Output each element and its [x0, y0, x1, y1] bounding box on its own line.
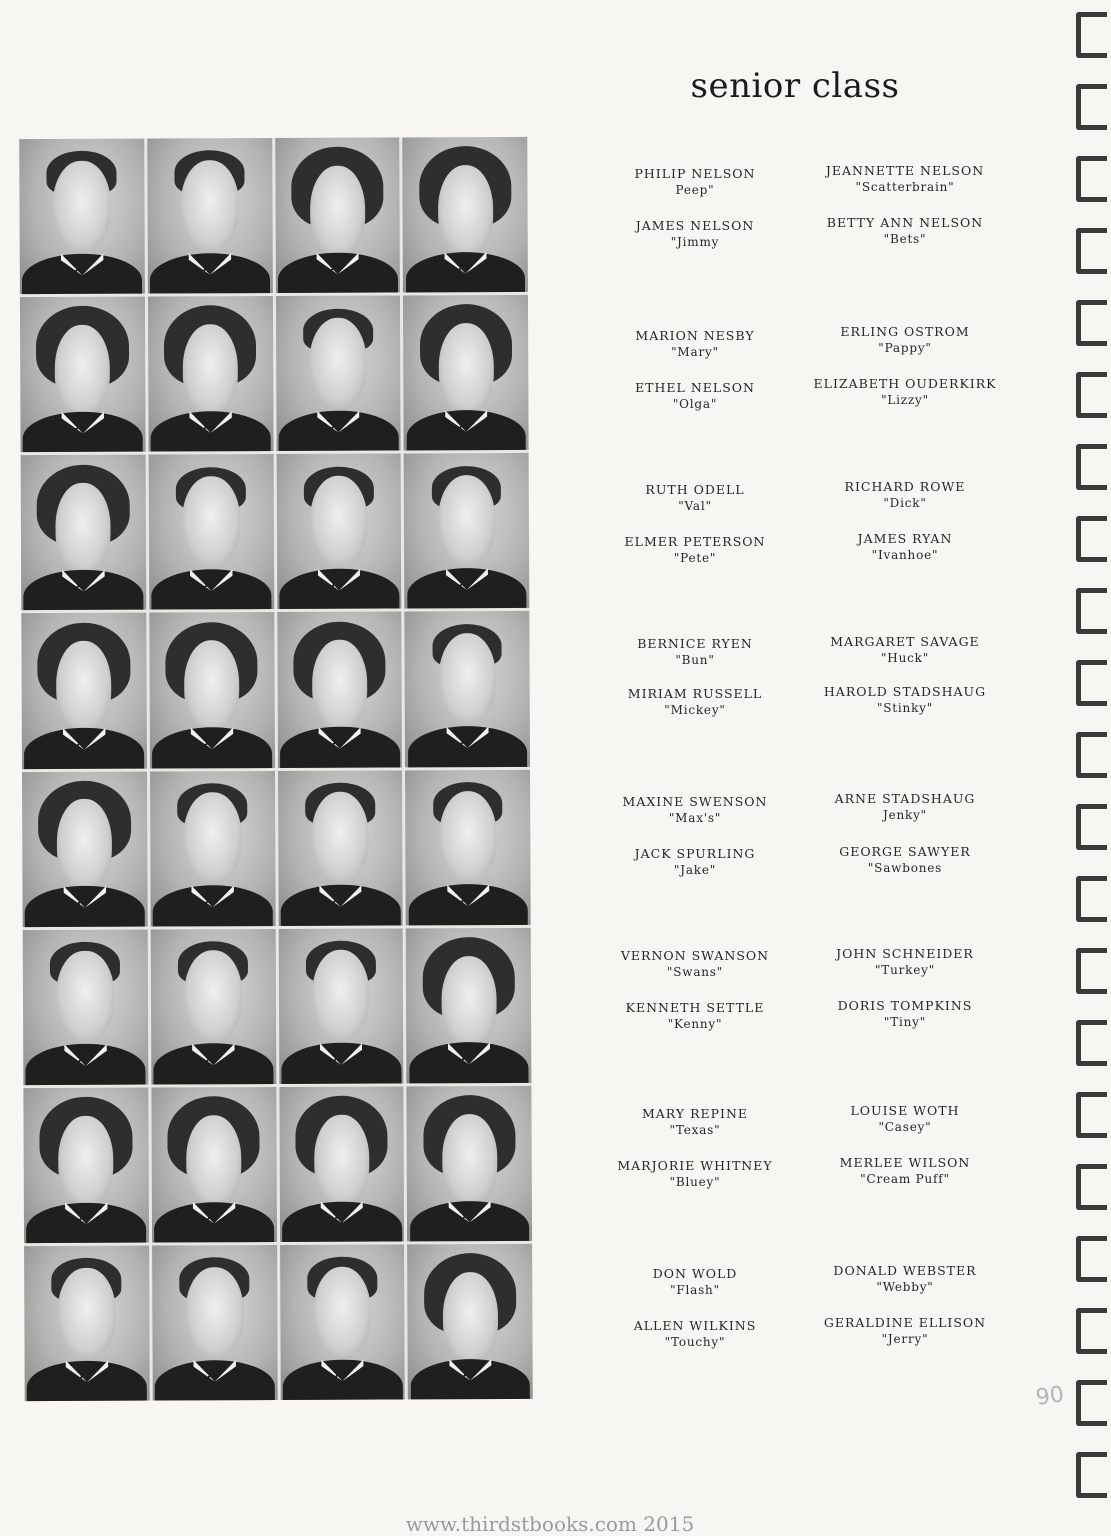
binding-ring	[1076, 660, 1107, 706]
student-name: MAXINE SWENSON	[622, 794, 768, 809]
student-nickname: "Swans"	[666, 965, 724, 979]
binding-ring	[1076, 804, 1107, 850]
student-entry	[600, 1106, 790, 1138]
student-name: MERLEE WILSON	[839, 1155, 971, 1170]
student-portrait	[405, 611, 530, 767]
student-entry	[810, 634, 1000, 666]
student-portrait	[24, 1245, 149, 1401]
student-entry	[810, 1103, 1000, 1135]
student-nickname: "Mickey"	[664, 703, 726, 717]
student-name: DORIS TOMPKINS	[837, 998, 973, 1013]
student-portrait	[21, 455, 146, 611]
student-nickname: Peep"	[675, 183, 715, 197]
student-name: GEORGE SAWYER	[839, 844, 971, 859]
student-entry	[600, 948, 790, 980]
student-name: DON WOLD	[652, 1266, 738, 1281]
binding-ring	[1076, 228, 1107, 274]
student-entry	[810, 791, 1000, 823]
student-portrait	[407, 1086, 532, 1242]
student-name: ELMER PETERSON	[624, 534, 766, 549]
student-name: DONALD WEBSTER	[833, 1263, 977, 1278]
student-name: MIRIAM RUSSELL	[627, 686, 763, 701]
student-name: VERNON SWANSON	[620, 948, 770, 963]
student-name: ALLEN WILKINS	[633, 1318, 757, 1333]
student-name: PHILIP NELSON	[634, 166, 756, 181]
binding-ring	[1076, 12, 1107, 58]
student-portrait	[151, 1087, 276, 1243]
student-portrait	[148, 454, 273, 610]
student-name: JEANNETTE NELSON	[825, 163, 985, 178]
student-name: ETHEL NELSON	[635, 380, 755, 395]
student-entry	[600, 328, 790, 360]
student-entry	[810, 376, 1000, 408]
student-entry	[810, 479, 1000, 511]
student-nickname: "Jake"	[673, 863, 717, 877]
student-nickname: "Ivanhoe"	[871, 548, 939, 562]
student-nickname: "Val"	[678, 499, 712, 513]
binding-ring	[1076, 372, 1107, 418]
student-entry	[600, 846, 790, 878]
student-nickname: "Bluey"	[669, 1175, 721, 1189]
binding-ring	[1076, 84, 1107, 130]
student-nickname: "Kenny"	[667, 1017, 723, 1031]
binding-ring	[1076, 1236, 1107, 1282]
student-portrait	[20, 297, 145, 453]
student-portrait	[21, 613, 146, 769]
student-name: JAMES RYAN	[857, 531, 953, 546]
student-portrait	[23, 1087, 148, 1243]
student-entry	[600, 686, 790, 718]
student-name: ARNE STADSHAUG	[834, 791, 976, 806]
student-nickname: "Pete"	[673, 551, 717, 565]
student-nickname: "Flash"	[670, 1283, 720, 1297]
student-nickname: "Mary"	[671, 345, 719, 359]
student-name: KENNETH SETTLE	[625, 1000, 765, 1015]
student-nickname: Jenky"	[882, 808, 927, 822]
name-group	[600, 946, 1020, 1066]
student-entry	[810, 946, 1000, 978]
name-group	[600, 160, 1020, 280]
student-portrait	[147, 138, 272, 294]
binding-ring	[1076, 948, 1107, 994]
student-name: JACK SPURLING	[634, 846, 756, 861]
name-group	[600, 630, 1020, 750]
student-entry	[810, 684, 1000, 716]
student-portrait	[405, 769, 530, 925]
student-entry	[600, 534, 790, 566]
student-entry	[810, 844, 1000, 876]
student-entry	[600, 218, 790, 250]
spiral-binding	[1077, 0, 1111, 1536]
student-entry	[600, 794, 790, 826]
student-nickname: "Webby"	[876, 1280, 934, 1294]
binding-ring	[1076, 1092, 1107, 1138]
student-entry	[600, 1158, 790, 1190]
student-portrait	[150, 771, 275, 927]
student-entry	[810, 163, 1000, 195]
name-group	[600, 790, 1020, 910]
student-nickname: "Bun"	[675, 653, 715, 667]
student-entry	[810, 998, 1000, 1030]
student-portrait	[406, 928, 531, 1084]
student-name: ELIZABETH OUDERKIRK	[813, 376, 997, 391]
binding-ring	[1076, 1452, 1107, 1498]
student-nickname: "Touchy"	[664, 1335, 726, 1349]
student-nickname: "Max's"	[668, 811, 722, 825]
student-entry	[810, 1155, 1000, 1187]
student-nickname: "Olga"	[672, 397, 718, 411]
student-entry	[600, 636, 790, 668]
student-name: HAROLD STADSHAUG	[823, 684, 987, 699]
student-name: GERALDINE ELLISON	[823, 1315, 987, 1330]
student-portrait	[279, 1086, 404, 1242]
binding-ring	[1076, 444, 1107, 490]
student-entry	[810, 215, 1000, 247]
student-portrait	[149, 612, 274, 768]
student-nickname: "Lizzy"	[881, 393, 929, 407]
binding-ring	[1076, 1164, 1107, 1210]
page-title: senior class	[690, 66, 900, 106]
student-portrait	[275, 296, 400, 452]
student-nickname: "Sawbones	[867, 861, 943, 875]
student-portrait	[402, 137, 527, 293]
student-name: MARGARET SAVAGE	[830, 634, 980, 649]
student-entry	[600, 380, 790, 412]
student-portrait	[22, 771, 147, 927]
student-name: BERNICE RYEN	[637, 636, 753, 651]
student-nickname: "Stinky"	[876, 701, 934, 715]
binding-ring	[1076, 1020, 1107, 1066]
binding-ring	[1076, 156, 1107, 202]
student-nickname: "Jerry"	[881, 1332, 929, 1346]
student-entry	[810, 324, 1000, 356]
binding-ring	[1076, 1308, 1107, 1354]
student-portrait	[277, 612, 402, 768]
portrait-grid	[19, 137, 533, 1401]
student-entry	[810, 1315, 1000, 1347]
student-entry	[600, 1318, 790, 1350]
student-nickname: "Jimmy	[670, 235, 720, 249]
student-nickname: "Pappy"	[878, 341, 932, 355]
student-name: RUTH ODELL	[645, 482, 745, 497]
student-name: MARJORIE WHITNEY	[617, 1158, 773, 1173]
student-entry	[600, 482, 790, 514]
student-name: ERLING OSTROM	[840, 324, 970, 339]
student-name: JAMES NELSON	[635, 218, 755, 233]
name-group	[600, 1102, 1020, 1222]
student-nickname: "Dick"	[883, 496, 927, 510]
student-nickname: "Bets"	[883, 232, 927, 246]
student-portrait	[150, 929, 275, 1085]
watermark: www.thirdstbooks.com 2015	[405, 1512, 695, 1536]
binding-ring	[1076, 732, 1107, 778]
pencil-annotation: 90	[1034, 1382, 1066, 1411]
binding-ring	[1076, 588, 1107, 634]
name-group	[600, 1264, 1020, 1384]
student-portrait	[152, 1245, 277, 1401]
student-entry	[600, 1266, 790, 1298]
student-portrait	[404, 453, 529, 609]
student-nickname: "Casey"	[878, 1120, 932, 1134]
name-group	[600, 476, 1020, 596]
student-nickname: "Texas"	[669, 1123, 721, 1137]
binding-ring	[1076, 1380, 1107, 1426]
student-portrait	[278, 928, 403, 1084]
student-nickname: "Cream Puff"	[860, 1172, 950, 1186]
student-nickname: "Scatterbrain"	[855, 180, 955, 194]
student-entry	[600, 166, 790, 198]
binding-ring	[1076, 876, 1107, 922]
student-portrait	[280, 1244, 405, 1400]
student-name: MARY REPINE	[641, 1106, 749, 1121]
student-entry	[600, 1000, 790, 1032]
student-nickname: "Turkey"	[874, 963, 936, 977]
student-name: JOHN SCHNEIDER	[836, 946, 974, 961]
student-portrait	[403, 295, 528, 451]
student-nickname: "Tiny"	[883, 1015, 927, 1029]
name-group	[600, 322, 1020, 442]
student-nickname: "Huck"	[880, 651, 930, 665]
student-portrait	[148, 296, 273, 452]
student-entry	[810, 531, 1000, 563]
student-portrait	[276, 454, 401, 610]
student-portrait	[275, 137, 400, 293]
binding-ring	[1076, 516, 1107, 562]
student-name: LOUISE WOTH	[850, 1103, 960, 1118]
student-name: RICHARD ROWE	[844, 479, 966, 494]
student-portrait	[19, 139, 144, 295]
student-name: MARION NESBY	[635, 328, 755, 343]
student-portrait	[407, 1244, 532, 1400]
student-name: BETTY ANN NELSON	[826, 215, 984, 230]
binding-ring	[1076, 300, 1107, 346]
student-portrait	[23, 929, 148, 1085]
student-entry	[810, 1263, 1000, 1295]
student-portrait	[278, 770, 403, 926]
